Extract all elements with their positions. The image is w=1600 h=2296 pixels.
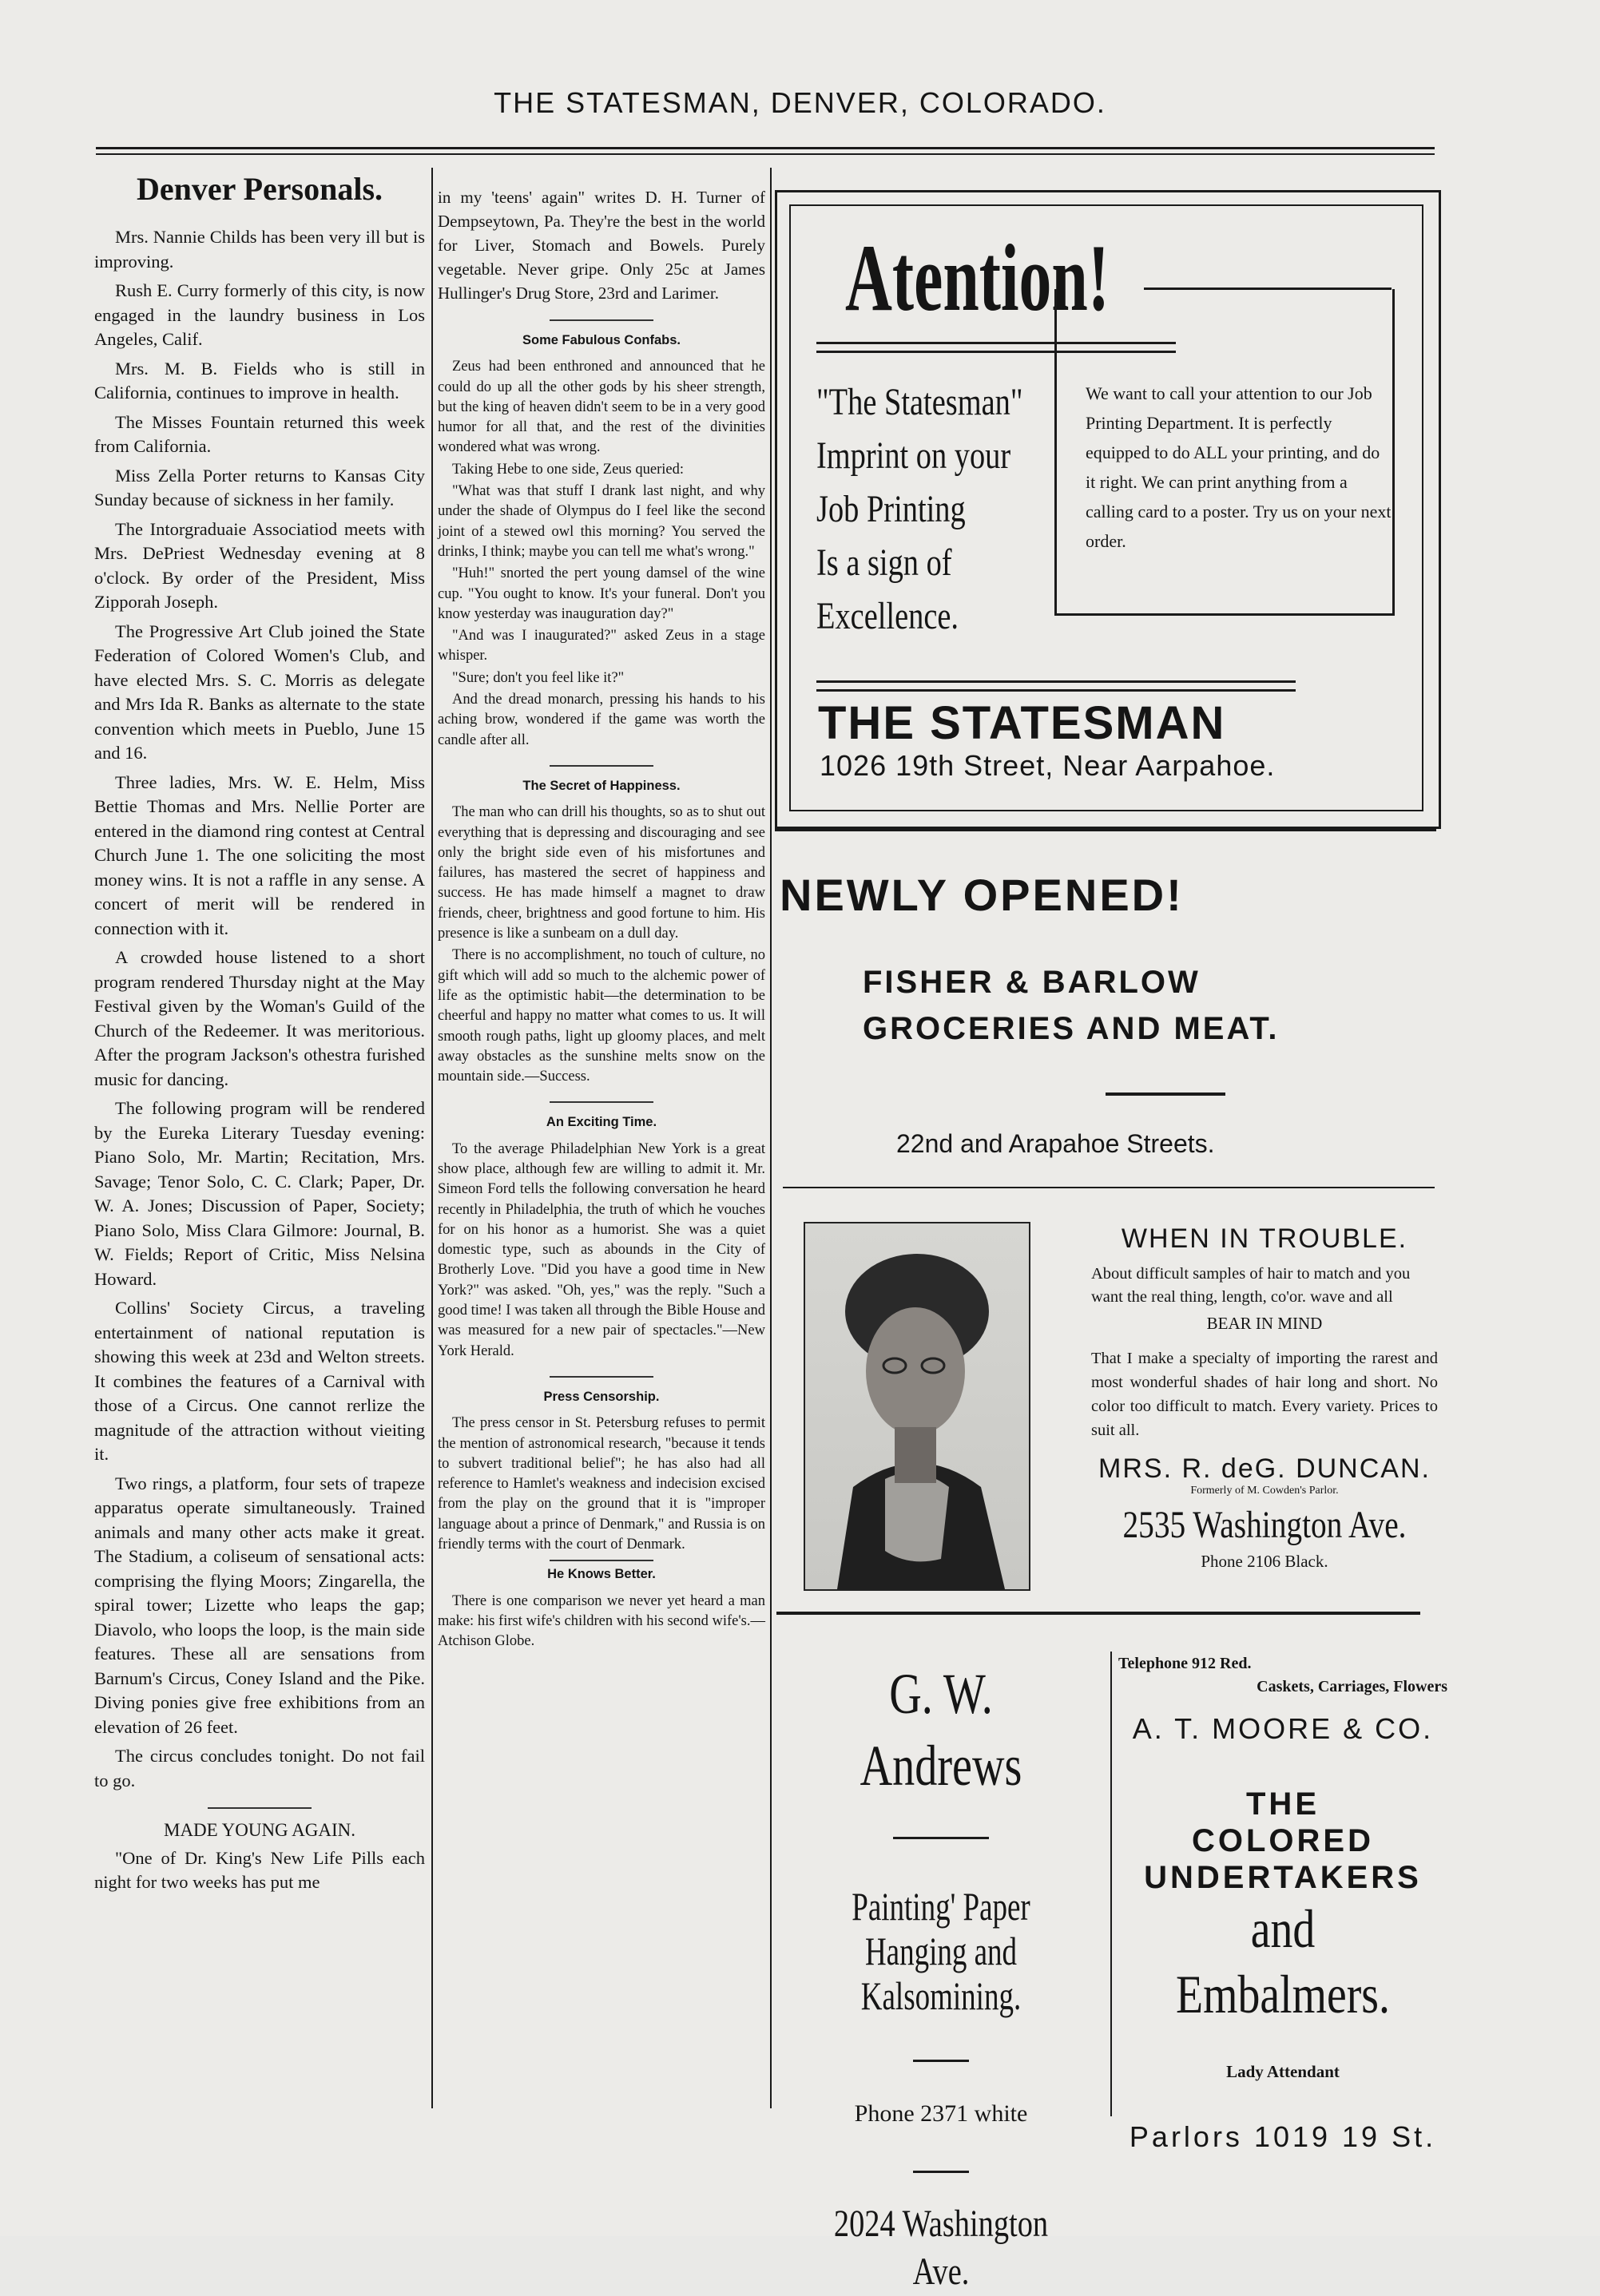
column-divider [431,168,433,2108]
made-young-title: MADE YOUNG AGAIN. [164,1820,355,1840]
ad-moore-embalmers: and Embalmers. [1176,1898,1390,2024]
column-divider [770,168,772,2108]
masthead: THE STATESMAN, DENVER, COLORADO. [494,86,1106,119]
ad-statesman-slogan [816,375,1022,643]
personal-item: Mrs. Nannie Childs has been very ill but is improving. [94,227,425,272]
section-paragraph: "Huh!" snorted the pert young damsel of the wine cup. "You ought to know. It's your funeral. Don't you know yesterday was inauguration day?" [438,565,765,622]
section-title: An Exciting Time. [546,1115,657,1130]
personal-item: Two rings, a platform, four sets of trapeze apparatus operate simultaneously. Trained animals and many other acts make it great. The Stadium, a coliseum of sensational acts: comprising the flying Moors; Zingarella, the spiral tower; Lizette who leaps the gap; Diavolo, who loops the loop, is the main side features. These all are sensations from Barnum's Circus, Coney Island and the Pike. Diving ponies give free exhibitions from an elevation of 26 feet. [94,1473,425,1737]
ad-andrews-service: Painting' Paper Hanging and Kalsomining. [852,1884,1030,2018]
portrait-photo [804,1222,1030,1591]
section-paragraph: The man who can drill his thoughts, so as to shut out everything that is depressing and discouraging and see only the bright side even of his misfortunes and failures, has mastered the secret of happiness and success. He has made himself a magnet to draw friends, cheer, brightness and good fortune to him. His presence is like a sunbeam on a dull day. [438,804,765,942]
ad-moore-telephone: Telephone 912 Red. [1118,1655,1252,1672]
ad-duncan-body: That I make a specialty of importing the rarest and most wonderful shades of hair long and short. No color too difficult to match. Every variety. Prices to suit all. [1091,1350,1438,1439]
section-divider [208,1807,312,1809]
personal-item: The Intorgraduaie Associatiod meets with Mrs. DePriest Wednesday evening at 8 o'clock. By order of the President, Miss Zipporah Joseph. [94,518,425,612]
ad-moore-lady: Lady Attendant [1226,2062,1340,2081]
slogan-line: Job Printing [816,488,966,530]
section-paragraph: "Sure; don't you feel like it?" [452,669,625,686]
ad-moore-undertakers: UNDERTAKERS [1144,1860,1422,1895]
section-paragraph: And the dread monarch, pressing his hands to his aching brow, wondered if the game was worth the candle after all. [438,692,765,748]
section-divider [550,319,653,321]
section-paragraph: Taking Hebe to one side, Zeus queried: [452,461,684,478]
ad-duncan-name: MRS. R. deG. DUNCAN. [1098,1453,1431,1484]
ad-andrews-name: G. W. Andrews [860,1662,1022,1798]
personal-item: Collins' Society Circus, a traveling entertainment of national reputation is showing this week at 23d and Welton streets. It combines the features of a Carnival with those of a Circus. One cannot rerlize the magnitude of the attraction without vieiting it. [94,1298,425,1464]
section-title: He Knows Better. [547,1567,656,1582]
ad-andrews-rule [913,2060,969,2062]
ad-statesman-name: THE STATESMAN [818,697,1226,749]
woman-portrait-image [805,1223,1029,1589]
section-divider [550,1376,653,1378]
ad-moore [1118,1652,1447,2154]
made-young-text: "One of Dr. King's New Life Pills each night for two weeks has put me [94,1847,425,1892]
personal-item: Rush E. Curry formerly of this city, is now engaged in the laundry business in Los Angeles, Calif. [94,280,425,349]
ad-statesman-box-text: We want to call your attention to our Job Printing Department. It is perfectly equipped to do ALL your printing, and do it right. We can print anything from a calling card to a poster. Try us on your next order. [1086,383,1392,551]
personal-item: The following program will be rendered by the Eureka Literary Tuesday evening: Piano Solo, Mr. Martin; Recitation, Mrs. Savage; Tenor Solo, C. C. Clark; Paper, Dr. W. A. Jones; Discussion of Paper, Society; Piano Solo, Miss Clara Gilmore: Journal, B. W. Fields; Report of Critic, Miss Nelsina Howard. [94,1098,425,1289]
section-divider [550,1560,653,1561]
personal-item: A crowded house listened to a short program rendered Thursday night at the May Festival given by the Woman's Guild of the Church of the Redeemer. It was meritorious. After the program Jackson's othestra furished music for dancing. [94,947,425,1089]
personal-item: Miss Zella Porter returns to Kansas City Sunday because of sickness in her family. [94,465,425,510]
ad-fisher-headline: NEWLY OPENED! [780,870,1184,920]
ad-duncan-address: 2535 Washington Ave. [1122,1504,1407,1546]
ad-moore-name: A. T. MOORE & CO. [1132,1712,1434,1745]
section-paragraph: To the average Philadelphian New York is a great show place, although few are willing to admit it. Mr. Simeon Ford tells the following conversation he heard recently in Philadelphia, the truth of which he vouches for on his honor as a humorist. She was a quiet domestic type, such as abounds in the City of Brotherly Love. "Did you have a good time in New York?" was asked. "Oh, yes," was the reply. "Such a good time! I was taken all through the Bible House and was measured for a new pair of spectacles."—New York Herald. [438,1140,765,1359]
ad-divider [1110,1652,1112,2116]
ad-statesman-headline: Atention! [845,224,1110,331]
ad-moore-parlors: Parlors 1019 19 St. [1129,2120,1437,2153]
personal-item: Mrs. M. B. Fields who is still in California, continues to improve in health. [94,358,425,402]
slogan-line: Excellence. [816,595,959,637]
column-miscellany [438,185,765,1654]
ad-duncan-phone: Phone 2106 Black. [1201,1552,1328,1571]
slogan-line: Imprint on your [816,434,1011,477]
continued-text: in my 'teens' again" writes D. H. Turner of Dempseytown, Pa. They're the best in the world for Liver, Stomach and Bowels. Purely vegetable. Never gripe. Only 25c at James Hullinger's Drug Store, 23rd and Larimer. [438,188,765,303]
section-divider [550,765,653,767]
section-paragraph: There is no accomplishment, no touch of culture, no gift which will add so much to the alchemic power of life as the optimistic habit—the determination to be cheerful and happy no matter what comes to us. It will smooth rough paths, light up gloomy places, and melt away obstacles as the sunshine melts snow on the mountain side.—Success. [438,947,765,1085]
ad-statesman-address: 1026 19th Street, Near Aarpahoe. [820,749,1276,782]
ad-separator [776,1612,1420,1615]
section-title: Press Censorship. [543,1389,660,1404]
slogan-line: Is a sign of [816,541,952,584]
column-headline: Denver Personals. [136,171,383,207]
section-paragraph: Zeus had been enthroned and announced that he could do up all the other gods by his sheer strength, but the king of heaven didn't seem to be in a very good humor for all that, and the rest of the divinities wondered what was wrong. [438,359,765,456]
ad-fisher-address: 22nd and Arapahoe Streets. [896,1129,1215,1158]
personal-item: The Progressive Art Club joined the State Federation of Colored Women's Club, and have elected Mrs. S. C. Morris as delegate and Mrs Ida R. Banks as alternate to the state convention which meets in Pueblo, June 15 and 16. [94,621,425,763]
section-title: The Secret of Happiness. [522,778,681,793]
ad-andrews [776,1652,1106,2296]
ad-duncan-title: WHEN IN TROUBLE. [1121,1223,1408,1254]
masthead-rule-top [96,147,1435,149]
ad-separator [775,829,1436,831]
ad-statesman-rule [816,680,1296,692]
section-divider [550,1101,653,1103]
section-paragraph: "And was I inaugurated?" asked Zeus in a stage whisper. [438,628,765,664]
ad-fisher-name: FISHER & BARLOW [863,965,1201,1000]
ad-duncan [1086,1223,1443,1572]
ad-statesman-box [1054,289,1395,616]
ad-andrews-rule [893,1837,989,1839]
ad-fisher-rule [1106,1092,1225,1096]
ad-moore-the: THE [1246,1786,1320,1822]
section-paragraph: The press censor in St. Petersburg refuses to permit the mention of astronomical research, "because it tends to subvert traditional belief"; he has also had all reference to Hamlet's weakness and indecision excised from the play on the ground that it is "improper language about a prince of Denmark," and Russia is on friendly terms with the court of Denmark. [438,1415,765,1553]
section-title: Some Fabulous Confabs. [522,333,681,347]
personal-item: Three ladies, Mrs. W. E. Helm, Miss Bettie Thomas and Mrs. Nellie Porter are entered in the diamond ring contest at Central Church June 1. The one soliciting the most money wins. It is not a raffle in any sense. A concert of merit will be rendered in connection with it. [94,771,425,938]
ad-duncan-formerly: Formerly of M. Cowden's Parlor. [1190,1485,1339,1497]
personal-item: The Misses Fountain returned this week from California. [94,411,425,456]
ad-separator [783,1187,1435,1188]
ad-andrews-rule [913,2171,969,2173]
personal-item: The circus concludes tonight. Do not fail to go. [94,1746,425,1790]
section-paragraph: "What was that stuff I drank last night, and why under the shade of Olympus do I feel like the second joint of a stewed owl this morning? You served the drinks, I think; maybe you can tell me what's wrong." [438,483,765,560]
ad-moore-services: Caskets, Carriages, Flowers [1257,1678,1447,1695]
ad-duncan-bear: BEAR IN MIND [1206,1314,1323,1333]
ad-andrews-phone: Phone 2371 white [854,2100,1028,2127]
ad-fisher-goods: GROCERIES AND MEAT. [863,1011,1280,1046]
section-paragraph: There is one comparison we never yet heard a man make: his first wife's children with his second wife's.—Atchison Globe. [438,1592,765,1650]
ad-moore-colored: COLORED [1192,1823,1374,1858]
slogan-line: "The Statesman" [816,381,1023,423]
masthead-rule-bottom [96,153,1435,155]
ad-duncan-intro: About difficult samples of hair to match and you want the real thing, length, co'or. wave and all [1091,1265,1411,1306]
column-personals [94,169,425,1900]
ad-andrews-address: 2024 Washington Ave. [833,2203,1049,2293]
